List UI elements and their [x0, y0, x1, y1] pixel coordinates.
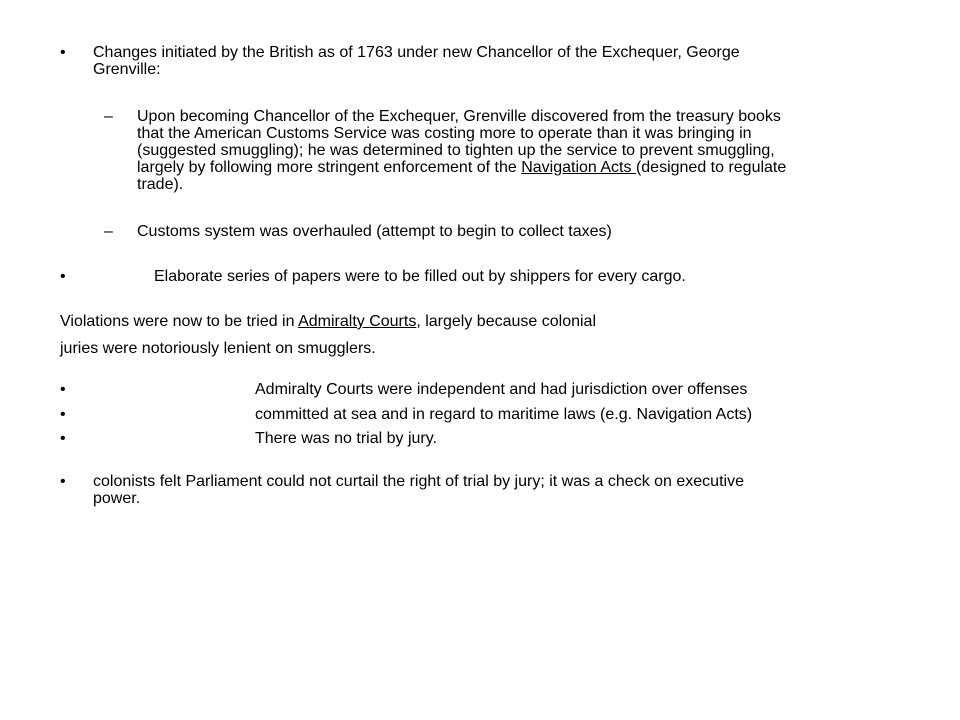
navigation-acts-link[interactable]: Navigation Acts — [521, 159, 636, 176]
bullet-2: Elaborate series of papers were to be filled out by shippers for every cargo. — [154, 268, 686, 285]
sub-bullet-1-line-1: Upon becoming Chancellor of the Exchequer, Grenville discovered from the treasury books — [137, 108, 781, 125]
sub-bullet-1-line-3: (suggested smuggling); he was determined to tighten up the service to prevent smuggling, — [137, 142, 775, 159]
bullet-6-line-2: power. — [93, 490, 141, 507]
bullet-5: There was no trial by jury. — [255, 430, 437, 447]
bullet-1-line-2: Grenville: — [93, 61, 161, 78]
sub-bullet-1-line-4-tail: (designed to regulate — [635, 159, 787, 176]
bullet-1-line-1: Changes initiated by the British as of 1763 under new Chancellor of the Exchequer, George — [93, 44, 740, 61]
dash-marker: – — [104, 108, 113, 125]
admiralty-courts-link[interactable]: Admiralty Courts — [298, 313, 417, 330]
paragraph-1-pre: Violations were now to be tried in — [60, 313, 299, 330]
bullet-4: committed at sea and in regard to maritime laws (e.g. Navigation Acts) — [255, 406, 753, 423]
bullet-marker: • — [60, 381, 66, 398]
bullet-marker: • — [60, 268, 66, 285]
sub-bullet-1-line-4-text: largely by following more stringent enforcement of the — [137, 159, 522, 176]
sub-bullet-2: Customs system was overhauled (attempt to begin to collect taxes) — [137, 223, 612, 240]
bullet-marker: • — [60, 473, 66, 490]
sub-bullet-1-line-5: trade). — [137, 176, 184, 193]
bullet-marker: • — [60, 430, 66, 447]
sub-bullet-1-line-4 — [137, 159, 786, 176]
bullet-6-line-1: colonists felt Parliament could not curtail the right of trial by jury; it was a check on executive — [93, 473, 744, 490]
sub-bullet-1-line-2: that the American Customs Service was costing more to operate than it was bringing in — [137, 125, 752, 142]
bullet-marker: • — [60, 44, 66, 61]
bullet-3: Admiralty Courts were independent and had jurisdiction over offenses — [255, 381, 748, 398]
paragraph-1-line-1 — [60, 313, 596, 330]
dash-marker: – — [104, 223, 113, 240]
paragraph-1-line-2: juries were notoriously lenient on smugglers. — [60, 340, 376, 357]
paragraph-1-post: , largely because colonial — [416, 313, 596, 330]
bullet-marker: • — [60, 406, 66, 423]
